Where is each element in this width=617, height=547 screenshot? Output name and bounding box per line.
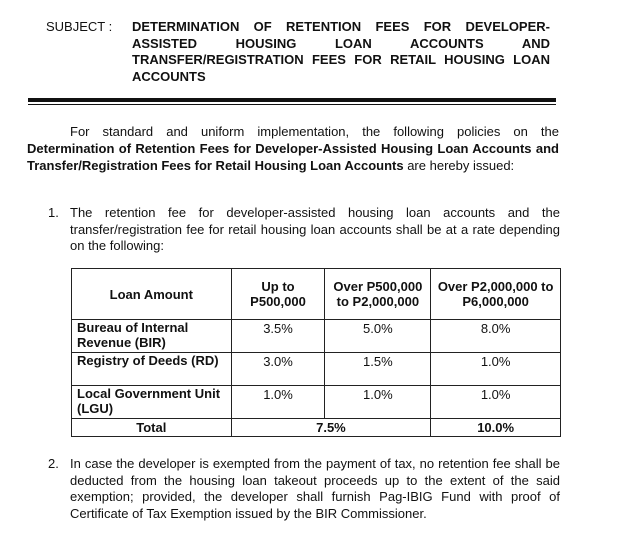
table-cell: 1.5%	[325, 353, 431, 386]
list-item-number: 1.	[48, 205, 59, 220]
table-row	[72, 320, 561, 353]
table-cell: 3.0%	[231, 353, 325, 386]
row-label-bir: Bureau of Internal Revenue (BIR)	[72, 320, 232, 353]
total-label: Total	[72, 419, 232, 437]
separator-thin-rule	[28, 104, 556, 105]
table-cell: 1.0%	[431, 353, 561, 386]
table-total-row	[72, 419, 561, 437]
intro-bold-policy-title: Determination of Retention Fees for Developer-Assisted Housing Loan Accounts and Transfer/Registration Fees for Retail Housing Loan Accounts	[27, 141, 559, 173]
table-cell: 1.0%	[325, 386, 431, 419]
table-cell: 3.5%	[231, 320, 325, 353]
table-cell: 1.0%	[231, 386, 325, 419]
total-mid-value: 7.5%	[231, 419, 431, 437]
intro-text-start: For standard and uniform implementation, the following policies on the	[70, 124, 559, 139]
separator-thick-rule	[28, 98, 556, 102]
subject-label: SUBJECT :	[46, 19, 113, 34]
table-cell: 8.0%	[431, 320, 561, 353]
header-loan-amount: Loan Amount	[72, 269, 232, 320]
table-row	[72, 353, 561, 386]
fees-table	[71, 268, 561, 437]
table-cell: 5.0%	[325, 320, 431, 353]
table-header-row	[72, 269, 561, 320]
header-500k-to-2m: Over P500,000 to P2,000,000	[325, 269, 431, 320]
list-item-number: 2.	[48, 456, 59, 471]
total-last-value: 10.0%	[431, 419, 561, 437]
header-2m-to-6m: Over P2,000,000 to P6,000,000	[431, 269, 561, 320]
header-up-to-500k: Up to P500,000	[231, 269, 325, 320]
row-label-lgu: Local Government Unit (LGU)	[72, 386, 232, 419]
list-item-text: The retention fee for developer-assisted housing loan accounts and the transfer/registration fee for retail housing loan accounts shall be at a rate depending on the following:	[70, 205, 560, 253]
intro-text-end: are hereby issued:	[403, 158, 515, 173]
subject-title: DETERMINATION OF RETENTION FEES FOR DEVELOPER-ASSISTED HOUSING LOAN ACCOUNTS AND TRANSFER/REGISTRATION FEES FOR RETAIL HOUSING LOAN ACCOUNTS	[132, 19, 550, 84]
row-label-rd: Registry of Deeds (RD)	[72, 353, 232, 386]
list-item-text: In case the developer is exempted from the payment of tax, no retention fee shall be deducted from the housing loan takeout proceeds up to the extent of the said exemption; provided, the developer shall furnish Pag-IBIG Fund with proof of Certificate of Tax Exemption issued by the BIR Commissioner.	[70, 456, 560, 521]
table-cell: 1.0%	[431, 386, 561, 419]
intro-paragraph	[27, 123, 559, 174]
table-row	[72, 386, 561, 419]
